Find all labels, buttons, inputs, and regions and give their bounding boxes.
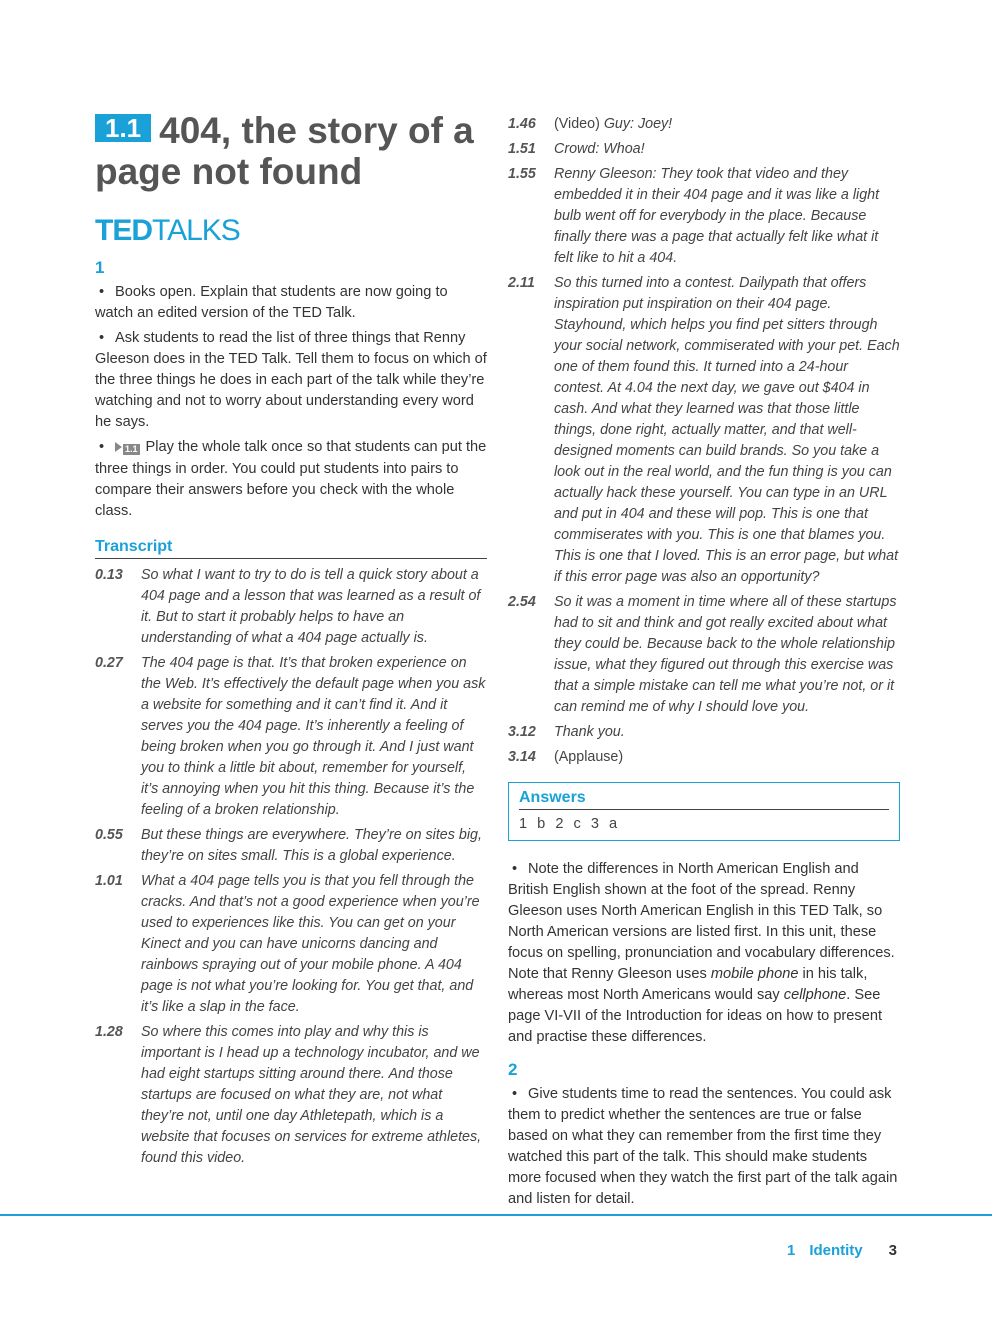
transcript-heading: Transcript bbox=[95, 538, 487, 559]
bullet-icon: • bbox=[99, 284, 105, 300]
bullet-2: • Ask students to read the list of three things that Renny Gleeson does in the TED Talk. Tell them to focus on which of the three things he does in each part of the talk while they’re watching and not to worry about understanding every word he says. bbox=[95, 330, 487, 430]
answers-values: 1 b 2 c 3 a bbox=[519, 816, 619, 832]
transcript-line: 0.55 But these things are everywhere. They’re on sites big, they’re on sites small. This is a global experience. bbox=[95, 827, 482, 864]
answers-box bbox=[508, 782, 900, 841]
transcript-line: 1.51 Crowd: Whoa! bbox=[508, 141, 645, 157]
right-column bbox=[508, 114, 900, 1214]
page-footer bbox=[787, 1242, 897, 1259]
section-number-1: 1 bbox=[95, 258, 105, 277]
left-column bbox=[95, 110, 487, 1173]
page-title bbox=[95, 110, 487, 192]
bullet-3: • 1.1 Play the whole talk once so that students can put the three things in order. You could put students into pairs to compare their answers before you check with the whole class. bbox=[95, 439, 487, 519]
unit-number: 1 bbox=[786, 1242, 796, 1259]
page-number: 3 bbox=[888, 1242, 897, 1259]
note-bullet: • Note the differences in North American English and British English shown at the foot of the spread. Renny Gleeson uses North American English in this TED Talk, so North American versions are listed first. In this unit, these focus on spelling, pronunciation and vocabulary differences. Note that Renny Gleeson uses mobile phone in his talk, whereas most North Americans would say cellphone. See page VI-VII of the Introduction for ideas on how to present and practise these differences. bbox=[508, 861, 895, 1045]
bullet-1: • Books open. Explain that students are now going to watch an edited version of the TED Talk. bbox=[95, 284, 448, 321]
title-text: 404, the story of a page not found bbox=[95, 110, 474, 192]
transcript-line: 2.11 So this turned into a contest. Dailypath that offers inspiration put inspiration on their 404 page. Stayhound, which helps you find pet sitters through your social network, commiserated with your pet. Each one of them found this. It turned into a 24-hour contest. At 4.04 the next day, we gave out $404 in cash. And what they learned was that those little things, done right, actually matter, and that well-designed moments can build brands. So you take a look out in the real world, and the fun thing is you can actually hack these yourself. You can type in an URL and put in 404 and these will pop. This is one that commiserates with you. This is one that blames you. This is one that I loved. This is an error page, but what if this error page was also an opportunity? bbox=[508, 275, 900, 585]
bullet-icon: • bbox=[99, 330, 105, 346]
transcript-line: 1.46 (Video) Guy: Joey! bbox=[508, 116, 673, 132]
transcript-line: 2.54 So it was a moment in time where all of these startups had to sit and think and got really excited about what they could be. Because back to the whole relationship issue, what they figured out through this exercise was that a simple mistake can tell me what you’re not, or it can remind me of why I should love you. bbox=[508, 594, 897, 715]
transcript-line: 1.55 Renny Gleeson: They took that video and they embedded it in their 404 page and it was like a light bulb went off for everybody in the place. Because finally there was a page that actually felt like what it felt like to hit a 404. bbox=[508, 166, 880, 266]
transcript-line: 1.01 What a 404 page tells you is that you fell through the cracks. And that’s not a good experience when you’re used to experiences like this. You can get on your Kinect and you can have unicorns dancing and rainbows spraying out of your mobile phone. A 404 page is not what you’re looking for. You get that, and it’s like a slap in the face. bbox=[95, 873, 480, 1015]
transcript-line: 0.27 The 404 page is that. It’s that broken experience on the Web. It’s effectively the default page when you ask a website for something and it can’t find it. And it serves you the 404 page. It’s inherently a feeling of being broken when you go through it. And I just want you to think a little bit about, remember for yourself, it’s annoying when you hit this thing. Because it’s the feeling of a broken relationship. bbox=[95, 655, 486, 818]
bullet-icon: • bbox=[512, 1086, 518, 1102]
section-number-2: 2 bbox=[508, 1060, 518, 1079]
footer-divider bbox=[0, 1214, 992, 1216]
section2-bullet: • Give students time to read the sentences. You could ask them to predict whether the sentences are true or false based on what they can remember from the first time they watched this part of the talk. This should make students more focused when they watch the first part of the talk again and listen for detail. bbox=[508, 1086, 898, 1207]
video-play-icon: 1.1 bbox=[115, 438, 140, 459]
unit-name: Identity bbox=[809, 1242, 863, 1259]
transcript-line: 1.28 So where this comes into play and why this is important is I head up a technology incubator, and we had eight startups sitting around there. And those startups are focused on what they are, not what they’re not, until one day Athletepath, which is a website that focuses on services for extreme athletes, found this video. bbox=[95, 1024, 482, 1166]
ted-talks-logo: TEDTALKS bbox=[95, 214, 240, 247]
lesson-badge: 1.1 bbox=[95, 114, 151, 142]
answers-heading: Answers bbox=[519, 789, 889, 810]
transcript-line: 0.13 So what I want to try to do is tell a quick story about a 404 page and a lesson that was learned as a result of it. But to start it probably helps to have an understanding of what a 404 page actually is. bbox=[95, 567, 481, 646]
bullet-icon: • bbox=[99, 439, 105, 455]
transcript-line: 3.12 Thank you. bbox=[508, 724, 625, 740]
bullet-icon: • bbox=[512, 861, 518, 877]
transcript-line: 3.14 (Applause) bbox=[508, 749, 624, 765]
